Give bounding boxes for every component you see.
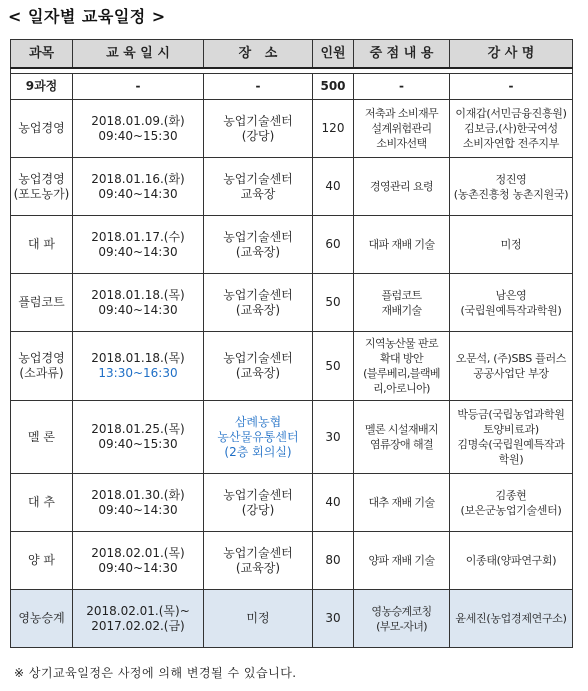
- cell-place: [204, 532, 313, 590]
- cell-line: 저축과 소비재무: [364, 107, 439, 120]
- cell-lecturer: [450, 474, 573, 532]
- cell-line: 2018.01.25.(목): [91, 422, 185, 436]
- cell-line: (부모-자녀): [376, 619, 427, 633]
- cell-line: 농업기술센터: [223, 487, 293, 502]
- cell-subject: [11, 401, 73, 474]
- cell-date: [73, 332, 204, 401]
- cell-line: 농업경영: [18, 171, 65, 186]
- cell-line: 소비자선택: [376, 137, 427, 150]
- cell-subject: [11, 474, 73, 532]
- cell-line: 교육장: [240, 186, 276, 201]
- course-row: [11, 332, 573, 401]
- cell-line: (소과류): [19, 366, 64, 380]
- course-row: [11, 474, 573, 532]
- cell-lecturer: [450, 332, 573, 401]
- total-count: 500: [313, 74, 354, 100]
- cell-lecturer: [450, 216, 573, 274]
- cell-line: 09:40~14:30: [98, 186, 178, 201]
- cell-lecturer: [450, 590, 573, 648]
- header-place: 장 소: [204, 40, 313, 69]
- cell-date: [73, 532, 204, 590]
- cell-line: (교육장): [235, 366, 281, 380]
- cell-line: 2018.02.01.(목)~: [86, 603, 190, 618]
- cell-line: 2018.01.30.(화): [91, 487, 185, 502]
- cell-count: [313, 274, 354, 332]
- cell-line: (2층 회의실): [224, 444, 292, 459]
- cell-line: (포도농가): [13, 186, 70, 201]
- cell-count: [313, 332, 354, 401]
- cell-line: 농업기술센터: [223, 287, 293, 302]
- cell-count: [313, 474, 354, 532]
- footnote: ※ 상기교육일정은 사정에 의해 변경될 수 있습니다.: [14, 666, 297, 680]
- cell-content: [354, 158, 450, 216]
- cell-lecturer: [450, 100, 573, 158]
- cell-lecturer: [450, 401, 573, 474]
- cell-line: 13:30~16:30: [98, 366, 178, 380]
- cell-count: [313, 100, 354, 158]
- cell-line: 농업기술센터: [223, 545, 293, 560]
- cell-line: 미정: [500, 238, 522, 251]
- cell-line: 학원): [498, 453, 524, 466]
- cell-line: 농산물유통센터: [217, 429, 299, 444]
- cell-count: [313, 590, 354, 648]
- cell-line: 확대 방안: [379, 352, 423, 365]
- cell-line: 09:40~14:30: [98, 502, 178, 517]
- cell-count: [313, 401, 354, 474]
- schedule-table: [10, 39, 573, 648]
- course-row: [11, 100, 573, 158]
- cell-line: 멜 론: [28, 429, 55, 444]
- header-date: 교 육 일 시: [73, 40, 204, 69]
- cell-line: 삼례농협: [234, 414, 282, 429]
- cell-line: (국립원예특작과학원): [460, 303, 562, 317]
- cell-line: 대 추: [28, 495, 55, 509]
- cell-line: 2018.02.01.(목): [91, 545, 185, 560]
- cell-subject: [11, 590, 73, 648]
- cell-line: 120: [321, 121, 345, 135]
- cell-date: [73, 590, 204, 648]
- cell-content: [354, 100, 450, 158]
- cell-line: (교육장): [235, 302, 281, 317]
- cell-line: (농촌진흥청 농촌지원국): [453, 187, 569, 201]
- cell-line: 50: [325, 358, 341, 373]
- cell-line: 대 파: [28, 237, 55, 251]
- cell-line: 09:40~14:30: [98, 302, 178, 317]
- cell-line: 2018.01.09.(화): [91, 113, 185, 128]
- cell-line: 김명숙(국립원예특작과: [457, 438, 565, 451]
- cell-content: [354, 274, 450, 332]
- total-row: [11, 74, 573, 100]
- cell-line: 2018.01.18.(목): [91, 287, 185, 302]
- cell-line: 30: [325, 611, 341, 625]
- cell-place: [204, 332, 313, 401]
- cell-place: [204, 474, 313, 532]
- cell-subject: [11, 532, 73, 590]
- cell-line: 플럼코트: [381, 288, 422, 302]
- cell-line: (보은군농업기술센터): [460, 503, 562, 517]
- cell-content: [354, 474, 450, 532]
- cell-line: 양 파: [28, 553, 55, 567]
- cell-line: 정진영: [495, 172, 527, 186]
- cell-line: 리,아로니아): [373, 382, 430, 395]
- cell-line: 농업기술센터: [223, 229, 293, 244]
- cell-line: 09:40~15:30: [98, 437, 178, 451]
- cell-content: [354, 401, 450, 474]
- cell-line: 2018.01.18.(목): [91, 351, 185, 365]
- total-lecturer: -: [450, 74, 573, 100]
- cell-line: 멜론 시설재배지: [364, 423, 439, 436]
- cell-date: [73, 274, 204, 332]
- course-row: [11, 158, 573, 216]
- course-row: [11, 216, 573, 274]
- cell-line: 토양비료과): [483, 423, 539, 436]
- cell-line: 50: [325, 295, 341, 309]
- cell-line: 80: [325, 553, 341, 567]
- header-count: 인원: [313, 40, 354, 69]
- cell-line: (교육장): [235, 560, 281, 575]
- cell-line: 오문석, (주)SBS 플러스: [455, 352, 567, 365]
- header-content: 중 점 내 용: [354, 40, 450, 69]
- cell-count: [313, 532, 354, 590]
- page-title: < 일자별 교육일정 >: [8, 7, 166, 26]
- cell-line: 2018.01.17.(수): [91, 229, 185, 244]
- cell-lecturer: [450, 274, 573, 332]
- cell-line: 09:40~15:30: [98, 128, 178, 143]
- cell-line: 경영관리 요령: [369, 180, 434, 193]
- header-lecturer: 강 사 명: [450, 40, 573, 69]
- cell-line: (강당): [241, 502, 275, 517]
- cell-line: 농업기술센터: [223, 351, 293, 365]
- total-subject: 9과정: [11, 74, 73, 100]
- cell-place: [204, 274, 313, 332]
- cell-line: 재배기술: [381, 303, 422, 317]
- cell-subject: [11, 274, 73, 332]
- course-row: [11, 532, 573, 590]
- cell-line: 09:40~14:30: [98, 560, 178, 575]
- cell-content: [354, 532, 450, 590]
- cell-lecturer: [450, 532, 573, 590]
- cell-subject: [11, 216, 73, 274]
- cell-place: [204, 216, 313, 274]
- cell-line: 2018.01.16.(화): [91, 171, 185, 186]
- cell-line: 09:40~14:30: [98, 244, 178, 259]
- cell-line: 농업기술센터: [223, 171, 293, 186]
- total-date: -: [73, 74, 204, 100]
- cell-line: 40: [325, 495, 341, 509]
- cell-line: 30: [325, 429, 341, 444]
- cell-line: 대추 재배 기술: [368, 496, 435, 509]
- cell-date: [73, 474, 204, 532]
- header-subject: 과목: [11, 40, 73, 69]
- cell-line: (블루베리,블랙베: [363, 367, 440, 380]
- cell-line: 지역농산물 판로: [364, 337, 439, 350]
- course-row: [11, 274, 573, 332]
- cell-content: [354, 332, 450, 401]
- cell-subject: [11, 158, 73, 216]
- cell-line: 40: [325, 179, 341, 193]
- cell-count: [313, 216, 354, 274]
- cell-place: [204, 401, 313, 474]
- cell-subject: [11, 100, 73, 158]
- cell-line: 소비자연합 전주지부: [462, 137, 560, 150]
- cell-date: [73, 401, 204, 474]
- cell-subject: [11, 332, 73, 401]
- cell-line: 김종현: [495, 488, 527, 502]
- cell-line: 영농승계코칭: [371, 604, 432, 618]
- cell-line: 이재갑(서민금융진흥원): [455, 107, 567, 120]
- cell-line: (교육장): [235, 244, 281, 259]
- cell-line: 미정: [246, 611, 270, 625]
- cell-line: 2017.02.02.(금): [91, 618, 185, 633]
- cell-line: 공공사업단 부장: [473, 367, 549, 380]
- cell-count: [313, 158, 354, 216]
- cell-line: 농업경영: [18, 351, 65, 365]
- cell-date: [73, 216, 204, 274]
- cell-line: 박등금(국립농업과학원: [457, 408, 565, 421]
- cell-line: 설계위험관리: [371, 122, 432, 135]
- cell-line: 염류장애 해결: [369, 438, 434, 451]
- cell-line: 영농승계: [18, 611, 65, 625]
- cell-date: [73, 158, 204, 216]
- cell-line: 대파 재배 기술: [368, 238, 435, 251]
- cell-line: 남은영: [495, 288, 527, 302]
- cell-place: [204, 590, 313, 648]
- cell-content: [354, 590, 450, 648]
- cell-line: 농업기술센터: [223, 113, 293, 128]
- cell-line: 이종태(양파연구회): [465, 554, 557, 567]
- cell-line: (강당): [241, 128, 275, 143]
- cell-line: 양파 재배 기술: [368, 554, 435, 567]
- total-content: -: [354, 74, 450, 100]
- cell-date: [73, 100, 204, 158]
- cell-place: [204, 158, 313, 216]
- course-row: [11, 401, 573, 474]
- cell-content: [354, 216, 450, 274]
- header-row: [11, 40, 573, 69]
- cell-line: 농업경영: [18, 121, 65, 135]
- cell-line: 윤세진(농업경제연구소): [455, 612, 567, 625]
- total-place: -: [204, 74, 313, 100]
- cell-line: 김보금,(사)한국여성: [464, 122, 558, 135]
- course-row: [11, 590, 573, 648]
- cell-place: [204, 100, 313, 158]
- cell-line: 60: [325, 237, 341, 251]
- cell-lecturer: [450, 158, 573, 216]
- cell-line: 플럼코트: [18, 295, 65, 309]
